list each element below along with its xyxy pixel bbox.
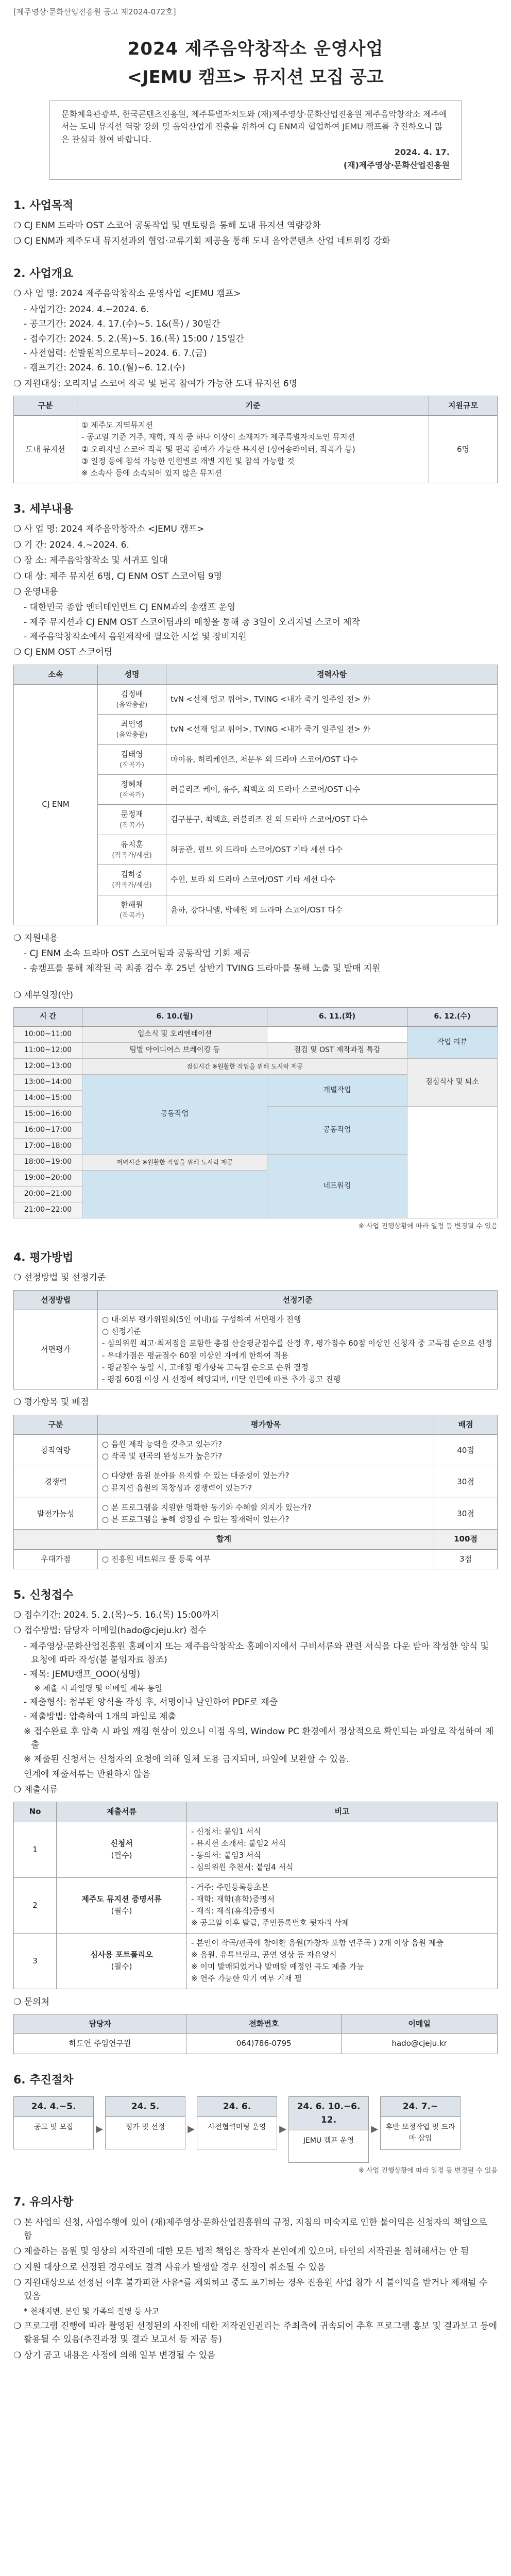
table-cell <box>98 1434 434 1466</box>
section-title: 2. 사업개요 <box>13 267 74 281</box>
doc-note: ※ 연주 가능한 악기 여부 기재 필 <box>191 1974 302 1984</box>
member-name: 문정재 <box>121 809 143 819</box>
time-cell: 18:00~19:00 <box>14 1155 82 1171</box>
list-item: - 제주음악창작소에서 음원제작에 필요한 시설 및 장비지원 <box>24 631 247 642</box>
criteria-line: - 평균점수 동일 시, 고배점 평가항목 고득점 순으로 순위 결정 <box>102 1362 309 1372</box>
list-item: ❍ 상기 공고 내용은 사정에 의해 일부 변경될 수 있음 <box>13 2350 216 2361</box>
schedule-cell: 개별작업 <box>267 1075 407 1107</box>
criteria-line: ② 오리지널 스코어 작곡 및 편곡 참여가 가능한 뮤지션 (싱어송라이터, 작곡가 등) <box>81 444 355 454</box>
table-header: 6. 11.(화) <box>267 1008 407 1027</box>
table-header: 성명 <box>98 665 166 684</box>
list-item: - 캠프기간: 2024. 6. 10.(월)~6. 12.(수) <box>24 363 185 374</box>
criteria-line: ○ 선정기준 <box>102 1327 141 1336</box>
arrow-right-icon: ▶ <box>371 2124 378 2135</box>
contact-table <box>13 2014 498 2054</box>
table-cell <box>77 416 429 483</box>
list-item: ❍ CJ ENM 드라마 OST 스코어 공동작업 및 멘토링을 통해 도내 뮤지션 역량강화 <box>13 220 321 231</box>
time-cell: 19:00~20:00 <box>14 1171 82 1187</box>
member-role: (작곡가/세션) <box>112 882 152 890</box>
table-cell: 6명 <box>429 416 498 483</box>
section-title: 3. 세부내용 <box>13 503 74 516</box>
schedule-cell: 점심식사 및 퇴소 <box>407 1059 497 1107</box>
list-item: ❍ 사 업 명: 2024 제주음악창작소 <JEMU 캠프> <box>13 524 205 535</box>
table-cell <box>57 1933 187 1989</box>
list-item: ※ 제출된 신청서는 신청자의 요청에 의해 일체 도용 금지되며, 파일에 보완할 수 있음. <box>24 1754 349 1765</box>
member-name: 김하중 <box>121 870 143 879</box>
table-cell: tvN <선재 업고 튀어>, TVING <내가 죽기 일주일 전> 外 <box>166 684 498 714</box>
member-role: (작곡가) <box>120 761 144 769</box>
schedule-cell: 네트워킹 <box>267 1155 407 1218</box>
schedule-cell: 공동작업 <box>267 1107 407 1155</box>
table-cell <box>98 895 166 925</box>
target-table <box>13 396 498 484</box>
table-header: 배점 <box>434 1415 498 1434</box>
list-item: - 접수기간: 2024. 5. 2.(목)~5. 16.(목) 15:00 / 15일간 <box>24 333 244 344</box>
schedule-cell: 공동작업 <box>82 1075 267 1155</box>
table-header: 구분 <box>14 1415 98 1434</box>
doc-name: 심사용 포트폴리오 <box>90 1950 153 1959</box>
team-table <box>13 665 498 925</box>
member-role: (작곡가) <box>120 791 144 800</box>
score-item: ○ 본 프로그램을 통해 성장할 수 있는 잠재력이 있는가? <box>102 1515 289 1524</box>
table-header: 경력사항 <box>166 665 498 684</box>
page-title: 2024 제주음악창작소 운영사업 <box>127 39 384 60</box>
schedule-cell <box>407 1107 497 1218</box>
score-item: ○ 본 프로그램을 지원한 명확한 동기와 수혜할 의지가 있는가? <box>102 1502 312 1512</box>
process-step <box>13 2096 94 2163</box>
criteria-line: - 공고일 기준 거주, 재학, 재직 중 하나 이상이 소재지가 제주특별자치도인 뮤지션 <box>81 432 355 442</box>
criteria-line: ③ 일정 등에 참석 가능한 인원별로 개별 지원 및 참석 가능할 것 <box>81 456 295 466</box>
page-subtitle: <JEMU 캠프> 뮤지션 모집 공고 <box>127 66 384 88</box>
table-cell: 도내 뮤지션 <box>14 416 77 483</box>
schedule-cell <box>267 1027 407 1043</box>
member-name: 유지훈 <box>121 839 143 849</box>
table-cell <box>98 715 166 744</box>
intro-box <box>49 100 462 180</box>
list-item: ❍ 프로그램 진행에 따라 촬영된 선정된의 사진에 대한 저작권인권리는 주최측에 귀속되어 추후 프로그램 홍보 및 결과보고 등에 활용될 수 있음(추진과정 및 결과 보고서 등 제공 등) <box>13 2320 498 2345</box>
doc-note: - 재학: 재학(휴학)증명서 <box>191 1894 275 1904</box>
doc-note: - 거주: 주민등록등초본 <box>191 1882 269 1892</box>
time-cell: 14:00~15:00 <box>14 1091 82 1107</box>
schedule-cell: 작업 리뷰 <box>407 1027 497 1059</box>
table-header: No <box>14 1802 57 1822</box>
table-cell: 우대가점 <box>14 1549 98 1569</box>
table-header: 이메일 <box>342 2014 498 2034</box>
step-date: 24. 6. <box>197 2096 277 2117</box>
doc-note: - 동의서: 붙임3 서식 <box>191 1851 261 1860</box>
table-cell <box>98 1466 434 1498</box>
arrow-right-icon: ▶ <box>96 2124 103 2135</box>
doc-name: 제주도 뮤지션 증명서류 <box>81 1894 162 1904</box>
process-flow <box>13 2096 498 2163</box>
list-item: ❍ 제출서류 <box>13 1785 58 1795</box>
table-cell: 3 <box>14 1933 57 1989</box>
doc-note: - 본인이 작곡/편곡에 참여한 음원(가창자 포함 연주곡 ) 2개 이상 음원 제출 <box>191 1938 444 1947</box>
time-cell: 21:00~22:00 <box>14 1202 82 1218</box>
score-item: ○ 음원 제작 능력을 갖추고 있는가? <box>102 1439 223 1449</box>
doc-req: (필수) <box>111 1851 132 1860</box>
table-cell: 서면평가 <box>14 1310 98 1389</box>
list-item: 인계에 제출서류는 반환하지 않음 <box>24 1769 151 1780</box>
table-cell: 3점 <box>434 1549 498 1569</box>
schedule-cell: 입소식 및 오리엔테이션 <box>82 1027 267 1043</box>
time-cell: 10:00~11:00 <box>14 1027 82 1043</box>
intro-org: (재)제주영상·문화산업진흥원 <box>343 160 450 170</box>
list-item: - 공고기간: 2024. 4. 17.(수)~5. 1&(목) / 30일간 <box>24 319 220 330</box>
member-role: (음악총괄) <box>116 731 148 739</box>
table-header: 선정방법 <box>14 1290 98 1310</box>
table-header: 비고 <box>187 1802 498 1822</box>
step-date: 24. 5. <box>105 2096 185 2117</box>
table-header: 선정기준 <box>98 1290 498 1310</box>
doc-req: (필수) <box>111 1962 132 1972</box>
list-item: - 송캠프를 통해 제작된 곡 최종 검수 후 25년 상반기 TVING 드라마를 통해 노출 및 발매 지원 <box>24 963 381 974</box>
list-item: ❍ 지원대상: 오리지널 스코어 작곡 및 편곡 참여가 가능한 도내 뮤지션 6명 <box>13 378 298 389</box>
time-cell: 15:00~16:00 <box>14 1107 82 1123</box>
table-cell: 마이유, 허리케인즈, 저문우 외 드라마 스코어/OST 다수 <box>166 744 498 774</box>
table-cell: tvN <선재 업고 튀어>, TVING <내가 죽기 일주일 전> 外 <box>166 715 498 744</box>
table-cell: ○ 진흥원 네트워크 풀 등록 여부 <box>98 1549 434 1569</box>
member-name: 한해원 <box>121 900 143 909</box>
criteria-line: - 평점 60점 이상 시 선정에 해당되며, 미달 인원에 따른 추가 공고 진행 <box>102 1375 341 1384</box>
schedule-note: ※ 사업 진행상황에 따라 일정 등 변경될 수 있음 <box>359 1223 498 1231</box>
arrow-right-icon: ▶ <box>188 2124 195 2135</box>
time-cell: 20:00~21:00 <box>14 1187 82 1202</box>
doc-note: ※ 공고일 이후 발급, 주민등록번호 뒷자리 삭제 <box>191 1918 349 1928</box>
time-cell: 17:00~18:00 <box>14 1139 82 1155</box>
member-role: (작곡가) <box>120 821 144 829</box>
list-item: - 제주 뮤지션과 CJ ENM OST 스코어팀과의 매칭을 통해 총 3일이 오리지널 스코어 제작 <box>24 617 361 628</box>
doc-name: 신청서 <box>110 1838 133 1848</box>
list-item: ※ 접수완료 후 압축 시 파일 깨짐 현상이 있으니 이점 유의, Window PC 환경에서 정상적으로 확인되는 파일로 작성하여 제출 <box>24 1726 494 1751</box>
score-item: ○ 다양한 음원 분야를 유지할 수 있는 대중성이 있는가? <box>102 1471 289 1481</box>
schedule-cell: 팀별 아이디어스 브레이킹 등 <box>82 1043 267 1059</box>
schedule-cell: 저녁시간 ※원활한 작업을 위해 도시락 제공 <box>82 1155 267 1171</box>
table-cell: 합계 <box>14 1530 434 1549</box>
list-item: - 제출방법: 압축하여 1개의 파일로 제출 <box>24 1711 177 1722</box>
criteria-line: - 심의위원 최고·최저점을 포함한 총점 산술평균점수를 산정 후, 평가점수 60점 이상인 신청자 중 고득점 순으로 선정 <box>102 1338 492 1348</box>
contact-name: 하도연 주임연구원 <box>14 2034 186 2054</box>
list-item: ❍ CJ ENM OST 스코어팀 <box>13 647 113 658</box>
list-item: ❍ 제출하는 음원 및 영상의 저작권에 대한 모든 법적 책임은 창작자 본인에게 있으며, 타인의 저작권을 침해해서는 안 됨 <box>13 2246 469 2257</box>
table-cell <box>98 744 166 774</box>
doc-note: ※ 이미 발매되었거나 발매할 예정인 곡도 제출 가능 <box>191 1962 364 1972</box>
criteria-line: - 우대가점은 평균점수 60점 이상인 자에게 한하여 적용 <box>102 1350 289 1360</box>
list-item: ❍ 지원내용 <box>13 933 58 943</box>
step-text: 공고 및 모집 <box>13 2117 94 2149</box>
list-item: ❍ 장 소: 제주음악창작소 및 서귀포 일대 <box>13 555 168 566</box>
time-cell: 11:00~12:00 <box>14 1043 82 1059</box>
schedule-cell: 점심시간 ※원활한 작업을 위해 도시락 제공 <box>82 1059 407 1075</box>
table-cell: 러블리즈 케이, 유주, 최백호 외 드라마 스코어/OST 다수 <box>166 775 498 805</box>
table-header: 평가항목 <box>98 1415 434 1434</box>
team-org: CJ ENM <box>14 684 98 925</box>
list-item: ❍ 사 업 명: 2024 제주음악창작소 운영사업 <JEMU 캠프> <box>13 289 241 299</box>
table-cell <box>98 684 166 714</box>
section-title: 1. 사업목적 <box>13 199 74 212</box>
table-cell: 30점 <box>434 1466 498 1498</box>
table-header: 6. 10.(월) <box>82 1008 267 1027</box>
list-item: - 제목: JEMU캠프_OOO(성명) <box>24 1669 140 1680</box>
list-item: - 제주영상·문화산업진흥원 홈페이지 또는 제주음악창작소 홈페이지에서 구비서류와 관련 서식을 다운 받아 작성한 양식 및 요청에 따라 작성(붙 붙임자료 참조) <box>24 1641 489 1666</box>
list-item: ❍ 평가항목 및 배점 <box>13 1397 89 1408</box>
score-item: ○ 뮤지션 음원의 독창성과 경쟁력이 있는가? <box>102 1483 252 1493</box>
schedule-table <box>13 1007 498 1218</box>
step-date: 24. 7.~ <box>380 2096 461 2117</box>
table-cell: 경쟁력 <box>14 1466 98 1498</box>
schedule-cell: 점검 및 OST 제작과정 특강 <box>267 1043 407 1059</box>
process-step <box>105 2096 185 2163</box>
table-cell <box>98 1498 434 1530</box>
list-item: ❍ 선정방법 및 선정기준 <box>13 1273 106 1283</box>
table-header: 제출서류 <box>57 1802 187 1822</box>
member-role: (작곡가/세션) <box>112 852 152 860</box>
member-name: 김태영 <box>121 749 143 759</box>
member-role: (작곡가) <box>120 911 144 920</box>
arrow-right-icon: ▶ <box>279 2124 286 2135</box>
section-title: 4. 평가방법 <box>13 1251 74 1265</box>
table-cell: 김구분구, 최백호, 러블리즈 진 외 드라마 스코어/OST 다수 <box>166 805 498 835</box>
score-table <box>13 1415 498 1569</box>
documents-table <box>13 1802 498 1989</box>
schedule-label: ❍ 세부일정(안) <box>13 990 74 1001</box>
table-cell: 40점 <box>434 1434 498 1466</box>
member-name: 정혜채 <box>121 779 143 789</box>
table-header: 지원규모 <box>429 396 498 415</box>
member-name: 최인영 <box>121 719 143 729</box>
table-header: 시 간 <box>14 1008 82 1027</box>
step-text: 사전협력미팅 운영 <box>197 2117 277 2149</box>
table-cell: 수인, 보라 외 드라마 스코어/OST 기타 세션 다수 <box>166 865 498 895</box>
time-cell: 16:00~17:00 <box>14 1123 82 1139</box>
table-cell: 허동관, 펌브 외 드라마 스코어/OST 기타 세션 다수 <box>166 835 498 865</box>
list-item: ❍ 운영내용 <box>13 586 58 597</box>
table-cell: 2 <box>14 1877 57 1933</box>
section-title: 5. 신청접수 <box>13 1588 74 1602</box>
list-item: - 대한민국 종합 엔터테인먼트 CJ ENM과의 송캠프 운영 <box>24 602 235 613</box>
list-item: ❍ 지원대상으로 선정된 이후 불가피한 사유*를 제외하고 중도 포기하는 경우 진흥원 사업 참가 시 불이익을 받거나 제재될 수 있음 <box>13 2277 488 2302</box>
step-text: 후반 보정작업 및 드라마 삽입 <box>380 2117 461 2150</box>
step-text: 평가 및 선정 <box>105 2117 185 2149</box>
table-cell <box>98 805 166 835</box>
table-cell <box>57 1877 187 1933</box>
list-item: ❍ 접수방법: 담당자 이메일(hado@cjeju.kr) 접수 <box>13 1625 207 1636</box>
step-date: 24. 4.~5. <box>13 2096 94 2117</box>
selection-table <box>13 1290 498 1390</box>
list-item: ❍ CJ ENM과 제주도내 뮤지션과의 협업·교류기회 제공을 통해 도내 음악콘텐츠 산업 네트워킹 강화 <box>13 236 390 247</box>
contact-phone: 064)786-0795 <box>186 2034 342 2054</box>
list-item: ❍ 지원 대상으로 선정된 경우에도 결격 사유가 발생할 경우 선정이 취소될 수 있음 <box>13 2262 326 2273</box>
process-step <box>197 2096 277 2163</box>
list-item: ❍ 대 상: 제주 뮤지션 6명, CJ ENM OST 스코어팀 9명 <box>13 571 223 582</box>
table-header: 구분 <box>14 396 77 415</box>
list-item: - 사업기간: 2024. 4.~2024. 6. <box>24 304 149 315</box>
table-cell <box>98 775 166 805</box>
notice-number: [제주영상·문화산업진흥원 공고 제2024-072호] <box>13 7 176 16</box>
doc-note: - 재직: 재직(휴직)증명서 <box>191 1906 275 1916</box>
table-cell <box>187 1877 498 1933</box>
table-cell <box>98 865 166 895</box>
step-text: JEMU 캠프 운영 <box>288 2130 369 2163</box>
table-header: 소속 <box>14 665 98 684</box>
criteria-line: ① 제주도 지역뮤지션 <box>81 420 153 430</box>
process-step <box>288 2096 369 2163</box>
table-cell <box>187 1822 498 1877</box>
intro-text: 문화체육관광부, 한국콘텐츠진흥원, 제주특별자치도와 (재)제주영상·문화산업진흥원 제주음악창작소 제주에서는 도내 뮤지션 역량 강화 및 음악산업계 진출을 위하여 CJ ENM과 협업하여 JEMU 캠프를 추진하오니 많은 관심과 참여 바랍니다. <box>61 109 447 145</box>
table-cell <box>187 1933 498 1989</box>
step-date: 24. 6. 10.~6. 12. <box>288 2096 369 2131</box>
list-item: * 천재지변, 본인 및 가족의 질병 등 사고 <box>24 2306 159 2316</box>
list-item: ※ 제출 시 파일명 및 이메일 제목 통일 <box>34 1683 162 1693</box>
intro-date: 2024. 4. 17. <box>394 147 450 158</box>
member-role: (음악총괄) <box>116 701 148 709</box>
doc-note: - 심의위원 추천서: 붙임4 서식 <box>191 1862 294 1872</box>
list-item: ❍ 본 사업의 신청, 사업수행에 있어 (재)제주영상·문화산업진흥원의 규정, 지침의 미숙지로 인한 불이익은 신청자의 책임으로 함 <box>13 2217 487 2241</box>
doc-note: - 신청서: 붙임1 서식 <box>191 1826 261 1836</box>
section-title: 7. 유의사항 <box>13 2196 74 2209</box>
table-cell: 30점 <box>434 1498 498 1530</box>
process-note: ※ 사업 진행상황에 따라 일정 등 변경될 수 있음 <box>359 2167 498 2175</box>
doc-note: - 뮤지션 소개서: 붙임2 서식 <box>191 1838 286 1848</box>
schedule-cell <box>82 1171 267 1218</box>
table-cell: 발전가능성 <box>14 1498 98 1530</box>
process-step <box>380 2096 461 2163</box>
list-item: - 제출형식: 첨부된 양식을 작성 후, 서명이나 날인하여 PDF로 제출 <box>24 1697 278 1707</box>
list-item: - CJ ENM 소속 드라마 OST 스코어팀과 공동작업 기회 제공 <box>24 948 250 959</box>
contact-email[interactable]: hado@cjeju.kr <box>342 2034 498 2054</box>
table-cell: 1 <box>14 1822 57 1877</box>
table-header: 전화번호 <box>186 2014 342 2034</box>
table-cell <box>98 1310 498 1389</box>
member-name: 김정배 <box>121 689 143 699</box>
table-cell: 100점 <box>434 1530 498 1549</box>
table-cell: 창작역량 <box>14 1434 98 1466</box>
criteria-line: ○ 내·외부 평가위원회(5인 이내)를 구성하여 서면평가 진행 <box>102 1314 301 1324</box>
score-item: ○ 작곡 및 편곡의 완성도가 높은가? <box>102 1451 223 1461</box>
time-cell: 13:00~14:00 <box>14 1075 82 1091</box>
doc-note: ※ 음원, 유튜브링크, 공연 영상 등 자유양식 <box>191 1950 337 1959</box>
table-cell: 윤하, 강다니엘, 박혜원 외 드라마 스코어/OST 다수 <box>166 895 498 925</box>
list-item: ❍ 문의처 <box>13 1996 49 2007</box>
list-item: ❍ 접수기간: 2024. 5. 2.(목)~5. 16.(목) 15:00까지 <box>13 1610 219 1621</box>
time-cell: 12:00~13:00 <box>14 1059 82 1075</box>
doc-req: (필수) <box>111 1906 132 1916</box>
criteria-line: ※ 소속사 등에 소속되어 있지 않은 뮤지션 <box>81 468 223 478</box>
section-title: 6. 추진절차 <box>13 2073 74 2087</box>
table-header: 6. 12.(수) <box>407 1008 497 1027</box>
list-item: ❍ 기 간: 2024. 4.~2024. 6. <box>13 539 129 550</box>
table-header: 담당자 <box>14 2014 186 2034</box>
table-cell <box>98 835 166 865</box>
table-cell <box>57 1822 187 1877</box>
table-header: 기준 <box>77 396 429 415</box>
list-item: - 사전협력: 선발원칙으로부터~2024. 6. 7.(금) <box>24 348 207 359</box>
